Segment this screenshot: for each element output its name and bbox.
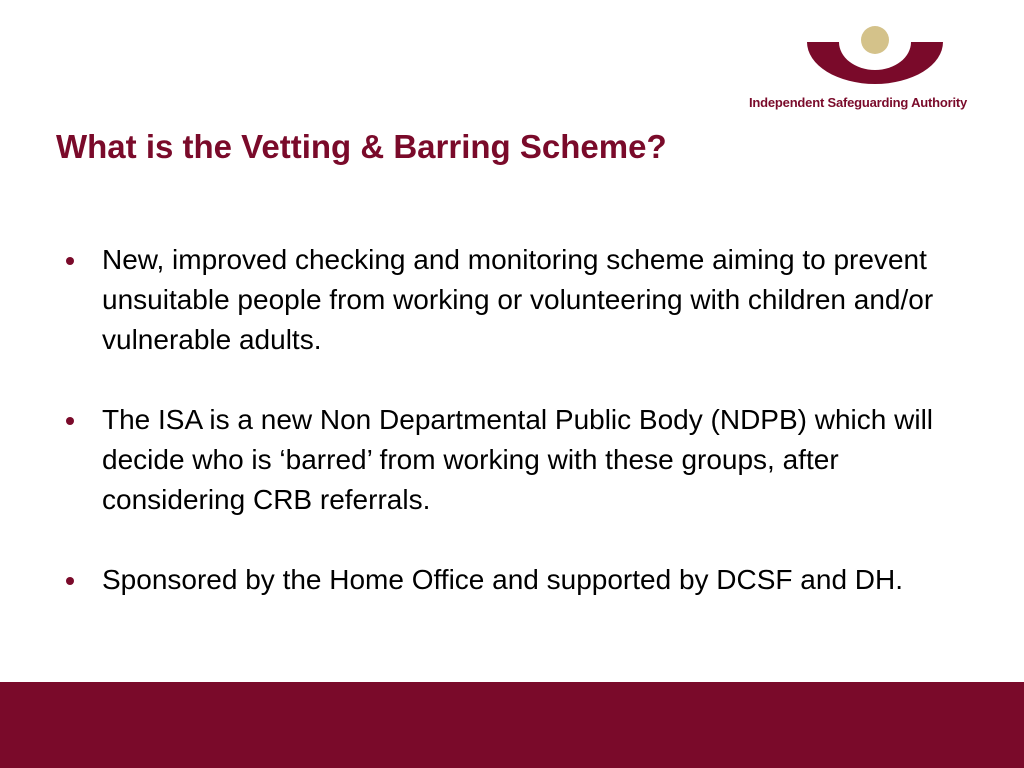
bullet-item [62,240,962,360]
bullet-dot-icon [66,417,74,425]
isa-logo [745,20,1005,115]
bullet-text: The ISA is a new Non Departmental Public Body (NDPB) which will decide who is ‘barred’ from working with these groups, after considering CRB referrals. [102,404,934,515]
bullet-dot-icon [66,257,74,265]
bullet-text: New, improved checking and monitoring scheme aiming to prevent unsuitable people from working or volunteering with children and/or vulnerable adults. [102,244,934,355]
bullet-text: Sponsored by the Home Office and supported by DCSF and DH. [102,564,904,595]
slide-title: What is the Vetting & Barring Scheme? [56,128,667,165]
bullet-list [62,240,962,640]
logo-org-name: Independent Safeguarding Authority [749,95,968,110]
footer-band [0,682,1024,768]
bullet-dot-icon [66,577,74,585]
bullet-item [62,400,962,520]
logo-circle [861,26,889,54]
bullet-item [62,560,962,600]
isa-logo-emblem [805,20,945,90]
